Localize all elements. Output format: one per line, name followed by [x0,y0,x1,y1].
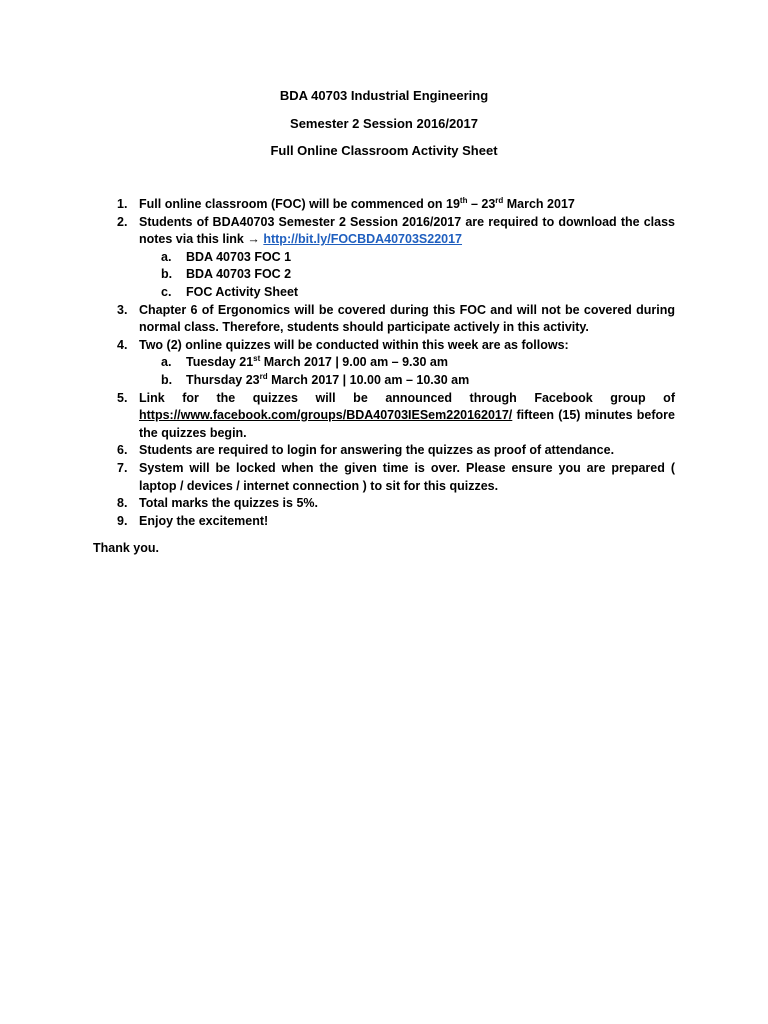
item-text: Students of BDA40703 Semester 2 Session 2016/2017 are required to download the class notes via this link → http://bit.ly/FOCBDA40703S22017 [139,214,675,247]
sub-item [93,249,675,267]
document-title: BDA 40703 Industrial Engineering [279,88,489,103]
sub-item [93,354,675,372]
item-text: Total marks the quizzes is 5%. [139,496,318,511]
sub-item-text: Thursday 23rd March 2017 | 10.00 am – 10.30 am [186,371,470,387]
item-number: 5. [117,390,128,405]
item-text: Chapter 6 of Ergonomics will be covered during this FOC and will not be covered during normal class. Therefore, students should participate actively in this activity. [139,302,675,335]
list-item [93,442,675,460]
item-number: 2. [117,214,128,229]
list-item [93,495,675,513]
facebook-group-link[interactable]: https://www.facebook.com/groups/BDA40703IESem220162017/ [139,408,513,423]
sub-item-text: FOC Activity Sheet [186,284,299,299]
list-item [93,196,675,214]
sub-item-letter: b. [161,372,173,387]
item-number: 9. [117,513,128,528]
item-number: 6. [117,443,128,458]
item-number: 8. [117,496,128,511]
sheet-subtitle: Full Online Classroom Activity Sheet [270,143,498,158]
instruction-list [93,196,675,530]
sub-item-letter: a. [161,249,172,264]
sub-item [93,266,675,284]
item-text: Two (2) online quizzes will be conducted within this week are as follows: [139,337,569,352]
list-item [93,302,675,337]
sub-item-letter: a. [161,355,172,370]
session-heading: Semester 2 Session 2016/2017 [290,116,478,131]
item-number: 7. [117,460,128,475]
item-text: Enjoy the excitement! [139,513,269,528]
class-notes-link[interactable]: http://bit.ly/FOCBDA40703S22017 [263,232,463,247]
item-text: Students are required to login for answering the quizzes as proof of attendance. [139,443,615,458]
list-item [93,513,675,531]
list-item [93,337,675,355]
sub-item-letter: b. [161,267,173,282]
item-text: Link for the quizzes will be announced through Facebook group of https://www.facebook.com/groups/BDA40703IESem220162017/ fifteen (15) minutes before the quizzes begin. [139,390,675,440]
sub-item-text: Tuesday 21st March 2017 | 9.00 am – 9.30 am [186,354,448,370]
item-text: System will be locked when the given time is over. Please ensure you are prepared ( laptop / devices / internet connection ) to sit for this quizzes. [139,460,675,493]
sub-item-letter: c. [161,284,172,299]
item-text: Full online classroom (FOC) will be commenced on 19th – 23rd March 2017 [139,196,575,211]
list-item [93,214,675,249]
list-item [93,460,675,495]
sub-item-text: BDA 40703 FOC 1 [186,249,292,264]
closing-text: Thank you. [93,541,159,555]
sub-item [93,284,675,302]
item-number: 3. [117,302,128,317]
list-item [93,390,675,443]
sub-item-text: BDA 40703 FOC 2 [186,267,292,282]
sub-item [93,372,675,390]
item-number: 1. [117,197,128,211]
item-number: 4. [117,337,128,352]
